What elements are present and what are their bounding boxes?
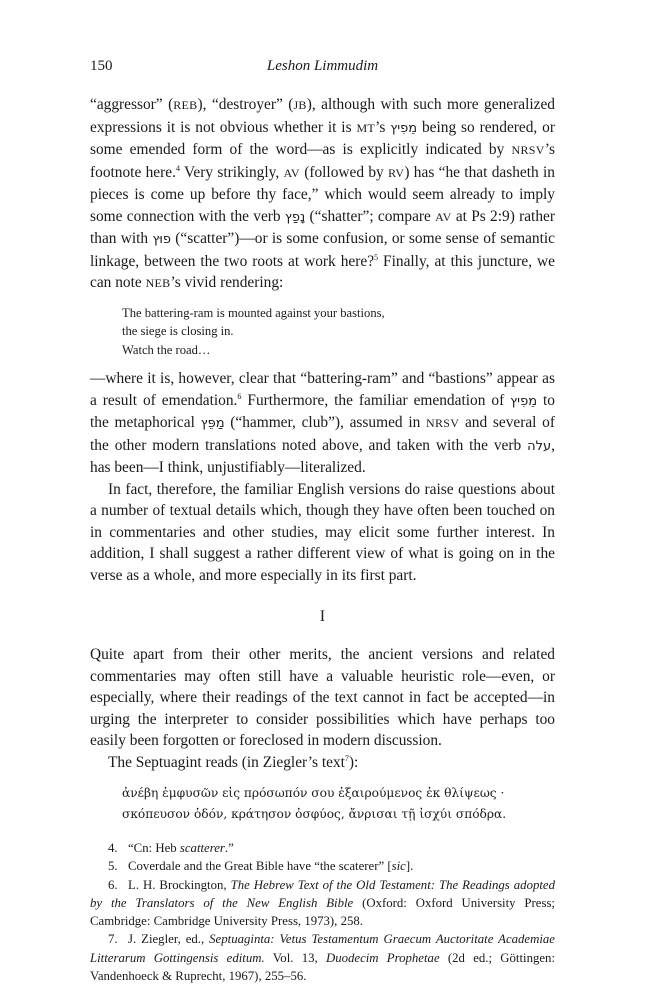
hebrew-word: מַפֵּץ [200, 416, 225, 431]
footnote-ref-5: 5 [374, 252, 379, 262]
footnote-7: 7. J. Ziegler, ed., Septuaginta: Vetus Testamentum Graecum Auctoritate Academiae Litterarum Gottingensis editum. Vol. 13, Duodecim Prophetae (2d ed.; Göttingen: Vandenhoeck & Ruprecht, 1967), 255–56. [90, 932, 556, 984]
greek-line: ἀνέβη ἐμφυσῶν εἰς πρόσωπόν σου ἐξαιρούμενος ἐκ θλίψεως · [122, 786, 505, 800]
footnote-4: 4. “Cn: Heb scatterer.” [108, 841, 234, 855]
paragraph-1: “aggressor” (REB), “destroyer” (JB), although with such more generalized expressions it is not obvious whether it is MT’s מֵפִיץ being so rendered, or some emended form of the word—as is explicitly indicated by NRSV’s footnote here.$^4$ Very strikingly, AV (followed by RV) has “he that dasheth in pieces is come up before thy face,” which would seem already to imply some connection with the verb נָפַץ (“shatter”; compare AV at Ps 2:9) rather than with פוּץ (“scatter”)—or is some confusion, or some sense of semantic linkage, between the two roots at work here?$^5$ Finally, at this juncture, we can note NEB’s vivid rendering: [90, 96, 555, 291]
hebrew-word: עלה [527, 438, 552, 454]
section-heading: I [319, 608, 326, 625]
footnote-ref-7: 7 [344, 753, 349, 763]
greek-quote [122, 783, 555, 825]
page [90, 58, 555, 985]
footnote-6: 6. L. H. Brockington, The Hebrew Text of the Old Testament: The Readings adopted by the Translators of the New English Bible (Oxford: Oxford University Press; Cambridge: Cambridge University Press, 1973), 258. [90, 877, 555, 929]
hebrew-word: נָפַץ [284, 209, 306, 225]
quote-line: Watch the road… [122, 342, 211, 357]
block-quote [122, 304, 555, 360]
footnotes [90, 839, 555, 985]
footnote-5: 5. Coverdale and the Great Bible have “the scaterer” [sic]. [108, 859, 414, 874]
footnote-ref-4: 4 [175, 163, 180, 173]
greek-line: σκόπευσον ὁδόν, κράτησον ὀσφύος, ἄνρισαι τῇ ἰσχύι σπόδρα. [122, 807, 507, 821]
running-head [90, 58, 555, 80]
paragraph-3: In fact, therefore, the familiar English versions do raise questions about a number of textual details which, though they have often been touched on in commentaries and other studies, may elicit some further interest. In addition, I shall suggest a rather different view of what is going on in the verse as a whole, and more especially in its first part. [90, 480, 555, 584]
running-title: Leshon Limmudim [266, 58, 379, 74]
hebrew-word: מֵפִיץ [390, 120, 418, 136]
page-number: 150 [90, 58, 113, 74]
footnote-ref-6: 6 [237, 391, 242, 401]
paragraph-2: —where it is, however, clear that “battering-ram” and “bastions” appear as a result of emendation.$^6$ Furthermore, the familiar emendation of מֵפִיץ to the metaphorical מַפֵּץ (“hammer, club”), assumed in NRSV and several of the other modern translations noted above, and taken with the verb עלה, has been—I think, unjustifiably—literalized. [90, 370, 555, 476]
paragraph-4: Quite apart from their other merits, the ancient versions and related commentaries may often still have a valuable heuristic role—even, or especially, where their readings of the text cannot in fact be accepted—in urging the interpreter to consider possibilities which have perhaps too easily been forgotten or foreclosed in modern discussion. [90, 646, 555, 749]
paragraph-5: The Septuagint reads (in Ziegler’s text$^7$): [108, 753, 359, 771]
quote-line: the siege is closing in. [122, 324, 234, 338]
quote-line: The battering-ram is mounted against your bastions, [122, 305, 385, 320]
hebrew-word: פוּץ [152, 232, 172, 247]
hebrew-word: מֵפִיץ [510, 393, 538, 409]
